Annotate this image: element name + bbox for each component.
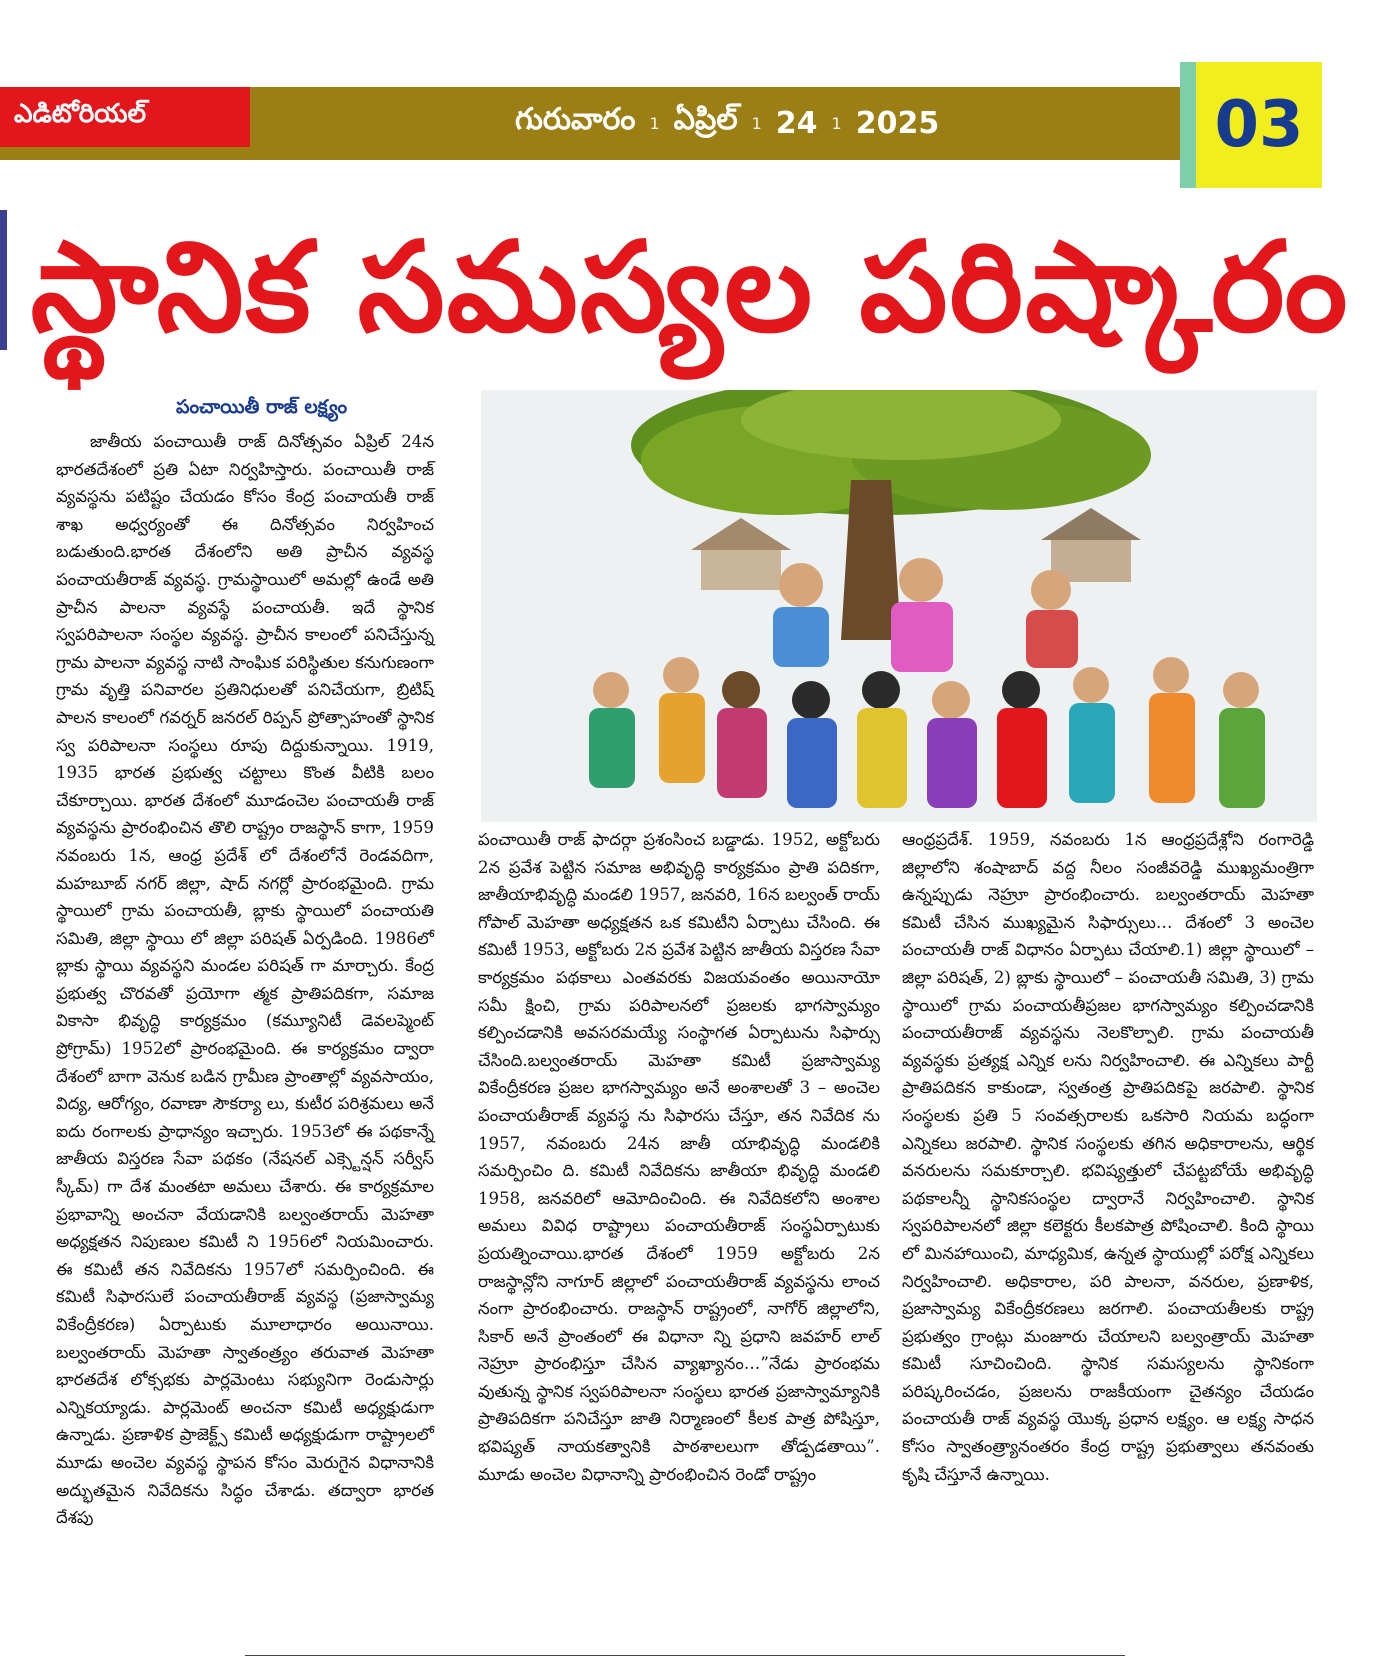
section-tag: ఎడిటోరియల్	[0, 87, 250, 147]
footer-rule	[245, 1655, 1125, 1656]
dateline-separator: 1	[751, 113, 762, 133]
dateline-separator: 1	[831, 113, 842, 133]
page-number: 03	[1196, 62, 1322, 188]
dateline-separator: 1	[649, 113, 660, 133]
dateline-day: 24	[775, 105, 818, 141]
dateline-year: 2025	[855, 105, 940, 141]
dateline	[515, 98, 939, 148]
article-headline: స్థానిక సమస్యల పరిష్కారం	[30, 216, 1350, 360]
article-column-1: జాతీయ పంచాయితీ రాజ్ దినోత్సవం ఏప్రిల్ 24న భారతదేశంలో ప్రతి ఏటా నిర్వహిస్తారు. పంచాయితీ రాజ్ వ్యవస్థను పటిష్టం చేయడం కోసం కేంద్ర పంచాయతీ రాజ్ శాఖ అధ్వర్యంతో ఈ దినోత్సవం నిర్వహించ బడుతుంది.భారత దేశంలోని అతి ప్రాచీన వ్యవస్థ పంచాయతీరాజ్ వ్యవస్థ. గ్రామస్థాయిలో అమల్లో ఉండే అతి ప్రాచీన పాలనా వ్యవస్థే పంచాయతీ. ఇదే స్థానిక స్వపరిపాలనా సంస్థల వ్యవస్థ. ప్రాచీన కాలంలో పనిచేస్తున్న గ్రామ పాలనా వ్యవస్థ నాటి సాంఘిక పరిస్థితుల కనుగుణంగా గ్రామ వృత్తి పనివారల ప్రతినిధులతో పనిచేయగా, బ్రిటిష్ పాలన కాలంలో గవర్నర్ జనరల్ రిప్పన్ ప్రోత్సాహంతో స్థానిక స్వ పరిపాలనా సంస్థలు రూపు దిద్దుకున్నాయి. 1919, 1935 భారత ప్రభుత్వ చట్టాలు కొంత వీటికి బలం చేకూర్చాయి. భారత దేశంలో మూడంచెల పంచాయతీ రాజ్ వ్యవస్థను ప్రారంభించిన తొలి రాష్ట్రం రాజస్థాన్ కాగా, 1959 నవంబరు 1న, ఆంధ్ర ప్రదేశ్ లో దేశంలోనే రెండవదిగా, మహబూబ్ నగర్ జిల్లా, షాద్ నగర్లో ప్రారంభమైంది. గ్రామ స్థాయిలో గ్రామ పంచాయతీ, బ్లాకు స్థాయిలో పంచాయతి సమితి, జిల్లా స్థాయి లో జిల్లా పరిషత్ ఏర్పడింది. 1986లో బ్లాకు స్థాయి వ్యవస్థని మండల పరిషత్ గా మార్చారు. కేంద్ర ప్రభుత్వ చొరవతో ప్రయోగా త్మక ప్రాతిపదికగా, సమాజ వికాసా భివృద్ధి కార్యక్రమం (కమ్యూనిటీ డెవలప్మెంట్ ప్రోగ్రామ్) 1952లో ప్రారంభమైంది. ఈ కార్యక్రమం ద్వారా దేశంలో బాగా వెనుక బడిన గ్రామీణ ప్రాంతాల్లో వ్యవసాయం, విద్య, ఆరోగ్యం, రవాణా సౌకర్యా లు, కుటీర పరిశ్రమలు అనే ఐదు రంగాలకు ప్రాధాన్యం ఇచ్చారు. 1953లో ఈ పథకాన్నే జాతీయ విస్తరణ సేవా పథకం (నేషనల్ ఎక్స్టెన్షన్ సర్వీస్ స్కీమ్) గా దేశ మంతటా అమలు చేశారు. ఈ కార్యక్రమాల ప్రభావాన్ని అంచనా వేయడానికి బల్వంతరాయ్ మెహతా అధ్యక్షతన నిపుణుల కమిటీ ని 1956లో నియమించారు. ఈ కమిటీ తన నివేదికను 1957లో సమర్పించింది. ఈ కమిటీ సిఫారసులే పంచాయతీరాజ్ వ్యవస్థ (ప్రజాస్వామ్య వికేంద్రీకరణ) ఏర్పాటుకు మూలాధారం అయినాయి. బల్వంతరాయ్ మెహతా స్వాతంత్ర్యం తరువాత మెహతా భారతదేశ లోక్సభకు పార్లమెంటు సభ్యునిగా రెండుసార్లు ఎన్నికయ్యాడు. పార్లమెంట్ అంచనా కమిటీ అధ్యక్షుడుగా ఉన్నాడు. ప్రణాళిక ప్రాజెక్ట్స్ కమిటీ అధ్యక్షుడుగా రాష్ట్రాలలో మూడు అంచెల వ్యవస్థ స్థాపన కోసం మెరుగైన విధానానికి అద్భుతమైన నివేదికను సిద్ధం చేశాడు. తద్వారా భారత దేశపు	[56, 432, 434, 1528]
dateline-weekday: గురువారం	[515, 102, 636, 137]
article-column-2: పంచాయితీ రాజ్ ఫాదర్గా ప్రశంసించ బడ్డాడు. 1952, అక్టోబరు 2న ప్రవేశ పెట్టిన సమాజ అభివృద్ధి కార్యక్రమం ప్రాతి పదికగా, జాతీయాభివృద్ధి మండలి 1957, జనవరి, 16న బల్వంత్ రాయ్ గోపాల్ మెహతా అధ్యక్షతన ఒక కమిటీని ఏర్పాటు చేసింది. ఈ కమిటీ 1953, అక్టోబరు 2న ప్రవేశ పెట్టిన జాతీయ విస్తరణ సేవా కార్యక్రమం పథకాలు ఎంతవరకు విజయవంతం అయినాయో సమీ క్షించి, గ్రామ పరిపాలనలో ప్రజలకు భాగస్వామ్యం కల్పించడానికి అవసరమయ్యే సంస్థాగత ఏర్పాటును సిఫార్సు చేసింది.బల్వంతరాయ్ మెహతా కమిటీ ప్రజాస్వామ్య వికేంద్రీకరణ ప్రజల భాగస్వామ్యం అనే అంశాలతో 3 – అంచెల పంచాయతీరాజ్ వ్యవస్థ ను సిఫారసు చేస్తూ, తన నివేదిక ను 1957, నవంబరు 24న జాతీ యాభివృద్ధి మండలికి సమర్పించిం ది. కమిటీ నివేదికను జాతీయా భివృద్ధి మండలి 1958, జనవరిలో ఆమోదించింది. ఈ నివేదికలోని అంశాల అమలు వివిధ రాష్ట్రాలు పంచాయతీరాజ్ సంస్థఏర్పాటుకు ప్రయత్నించాయి.భారత దేశంలో 1959 అక్టోబరు 2న రాజస్థాన్లోని నాగూర్ జిల్లాలో పంచాయతీరాజ్ వ్యవస్థను లాంచ నంగా ప్రారంభించారు. రాజస్థాన్ రాష్ట్రంలో, నాగోర్ జిల్లాలోని, సికార్ అనే ప్రాంతంలో ఈ విధానా న్ని ప్రధాని జవహర్ లాల్ నెహ్రూ ప్రారంభిస్తూ చేసిన వ్యాఖ్యానం…”నేడు ప్రారంభమ వుతున్న స్థానిక స్వపరిపాలనా సంస్థలు భారత ప్రజాస్వామ్యానికి ప్రాతిపదికగా పనిచేస్తూ జాతి నిర్మాణంలో కీలక పాత్ర పోషిస్తూ, భవిష్యత్ నాయకత్వానికి పాఠశాలలుగా తోడ్పడతాయి”. మూడు అంచెల విధానాన్ని ప్రారంభించిన రెండో రాష్ట్రం	[478, 830, 880, 1484]
article-byline: పంచాయితీ రాజ్ లక్ష్యం	[176, 396, 348, 418]
article-column-3: ఆంధ్రప్రదేశ్. 1959, నవంబరు 1న ఆంధ్రప్రదేశ్లోని రంగారెడ్డి జిల్లాలోని శంషాబాద్ వద్ద నీలం సంజీవరెడ్డి ముఖ్యమంత్రిగా ఉన్నప్పుడు నెహ్రూ ప్రారంభించారు. బల్వంతరాయ్ మెహతా కమిటీ చేసిన ముఖ్యమైన సిఫార్సులు… దేశంలో 3 అంచెల పంచాయతీ రాజ్ విధానం ఏర్పాటు చేయాలి.1) జిల్లా స్థాయిలో – జిల్లా పరిషత్, 2) బ్లాకు స్థాయిలో – పంచాయతీ సమితి, 3) గ్రామ స్థాయిలో గ్రామ పంచాయతీప్రజల భాగస్వామ్యం కల్పించడానికి పంచాయతీరాజ్ వ్యవస్థను నెలకొల్పాలి. గ్రామ పంచాయతీ వ్యవస్థకు ప్రత్యక్ష ఎన్నిక లను నిర్వహించాలి. ఈ ఎన్నికలు పార్టీ ప్రాతిపదికన కాకుండా, స్వతంత్ర ప్రాతిపదికపై జరపాలి. స్థానిక సంస్థలకు ప్రతి 5 సంవత్సరాలకు ఒకసారి నియమ బద్ధంగా ఎన్నికలు జరపాలి. స్థానిక సంస్థలకు తగిన అధికారాలను, ఆర్థిక వనరులను సమకూర్చాలి. భవిష్యత్తులో చేపట్టబోయే అభివృద్ధి పథకాలన్నీ స్థానికసంస్థల ద్వారానే నిర్వహించాలి. స్థానిక స్వపరిపాలనలో జిల్లా కలెక్టరు కీలకపాత్ర పోషించాలి. కింది స్థాయి లో మినహాయించి, మాధ్యమిక, ఉన్నత స్థాయుల్లో పరోక్ష ఎన్నికలు నిర్వహించాలి. అధికారాల, పరి పాలనా, వనరుల, ప్రణాళిక, ప్రజాస్వామ్య వికేంద్రీకరణలు జరగాలి. పంచాయతీలకు రాష్ట్ర ప్రభుత్వం గ్రాంట్లు మంజూరు చేయాలని బల్వంత్రాయ్ మెహతా కమిటీ సూచించింది. స్థానిక సమస్యలను స్థానికంగా పరిష్కరించడం, ప్రజలను రాజకీయంగా చైతన్యం చేయడం పంచాయతీ రాజ్ వ్యవస్థ యొక్క ప్రధాన లక్ష్యం. ఆ లక్ష్య సాధన కోసం స్వాతంత్ర్యానంతరం కేంద్ర రాష్ట్ర ప్రభుత్వాలు తనవంతు కృషి చేస్తూనే ఉన్నాయి.	[902, 830, 1314, 1484]
panchayat-meeting-illustration	[481, 390, 1317, 822]
dateline-month: ఏప్రిల్	[673, 102, 738, 137]
left-margin-rule	[0, 210, 7, 350]
